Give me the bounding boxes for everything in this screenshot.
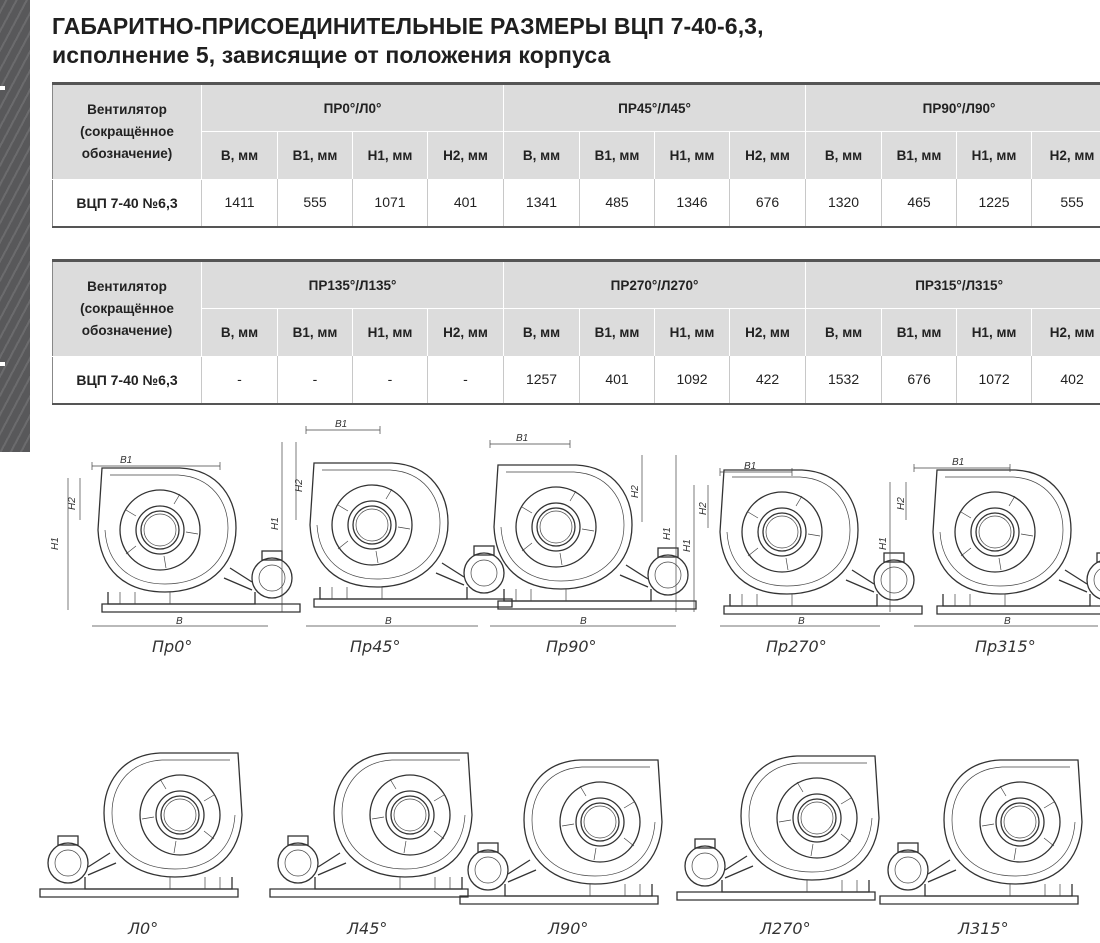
svg-text:H1: H1 bbox=[682, 539, 693, 552]
value-cell: 401 bbox=[428, 179, 504, 227]
value-cell: 1346 bbox=[655, 179, 730, 227]
fan-name-cell: ВЦП 7-40 №6,3 bbox=[53, 356, 202, 404]
column-header: H2, мм bbox=[1032, 309, 1100, 357]
value-cell: 1092 bbox=[655, 356, 730, 404]
svg-text:H1: H1 bbox=[662, 527, 673, 540]
svg-text:H1: H1 bbox=[270, 517, 281, 530]
diagram-caption: Л315° bbox=[958, 919, 1009, 938]
value-cell: 422 bbox=[730, 356, 806, 404]
value-cell: 1072 bbox=[957, 356, 1032, 404]
column-header: H2, мм bbox=[730, 309, 806, 357]
diagram-caption: Л270° bbox=[760, 919, 811, 938]
value-cell: 1257 bbox=[504, 356, 580, 404]
column-header: B, мм bbox=[806, 132, 882, 180]
diagram-l270 bbox=[677, 756, 879, 900]
column-header: B, мм bbox=[504, 309, 580, 357]
column-header: B1, мм bbox=[278, 132, 353, 180]
svg-text:B: B bbox=[385, 616, 392, 627]
fan-header: Вентилятор (сокращённое обозначение) bbox=[53, 261, 202, 357]
group-header: ПР315°/Л315° bbox=[806, 261, 1100, 309]
column-header: B1, мм bbox=[278, 309, 353, 357]
diagram-pr45 bbox=[270, 419, 512, 627]
fan-header: Вентилятор (сокращённое обозначение) bbox=[53, 84, 202, 180]
diagram-caption: Л45° bbox=[347, 919, 388, 938]
column-header: H2, мм bbox=[730, 132, 806, 180]
fan-name-cell: ВЦП 7-40 №6,3 bbox=[53, 179, 202, 227]
column-header: H1, мм bbox=[353, 309, 428, 357]
value-cell: 402 bbox=[1032, 356, 1100, 404]
value-cell: 1532 bbox=[806, 356, 882, 404]
diagram-pr315 bbox=[878, 457, 1100, 627]
column-header: B1, мм bbox=[580, 132, 655, 180]
value-cell: 676 bbox=[730, 179, 806, 227]
column-header: H1, мм bbox=[957, 132, 1032, 180]
diagram-caption: Л90° bbox=[548, 919, 589, 938]
column-header: B1, мм bbox=[882, 132, 957, 180]
column-header: B, мм bbox=[202, 132, 278, 180]
column-header: H2, мм bbox=[1032, 132, 1100, 180]
group-header: ПР135°/Л135° bbox=[202, 261, 504, 309]
svg-text:B1: B1 bbox=[744, 461, 757, 472]
svg-text:H2: H2 bbox=[67, 497, 78, 510]
svg-text:H2: H2 bbox=[630, 485, 641, 498]
column-header: B1, мм bbox=[882, 309, 957, 357]
svg-text:B: B bbox=[1004, 616, 1011, 627]
diagram-l90 bbox=[460, 760, 662, 904]
diagram-l0 bbox=[40, 753, 242, 897]
column-header: H2, мм bbox=[428, 309, 504, 357]
value-cell: 555 bbox=[278, 179, 353, 227]
diagram-caption: Л0° bbox=[128, 919, 159, 938]
group-header: ПР45°/Л45° bbox=[504, 84, 806, 132]
value-cell: - bbox=[428, 356, 504, 404]
diagram-pr0 bbox=[50, 455, 300, 627]
diagram-pr90 bbox=[490, 433, 696, 627]
diagram-caption: Пр45° bbox=[350, 637, 401, 656]
title-line-1: ГАБАРИТНО-ПРИСОЕДИНИТЕЛЬНЫЕ РАЗМЕРЫ ВЦП 7-40-6,3, bbox=[52, 13, 764, 39]
column-header: H1, мм bbox=[655, 309, 730, 357]
group-header: ПР270°/Л270° bbox=[504, 261, 806, 309]
group-header: ПР0°/Л0° bbox=[202, 84, 504, 132]
svg-text:B1: B1 bbox=[952, 457, 965, 468]
value-cell: 1341 bbox=[504, 179, 580, 227]
diagram-caption: Пр315° bbox=[975, 637, 1036, 656]
column-header: B, мм bbox=[202, 309, 278, 357]
value-cell: 676 bbox=[882, 356, 957, 404]
value-cell: 1225 bbox=[957, 179, 1032, 227]
diagram-l315 bbox=[880, 760, 1082, 904]
diagram-caption: Пр90° bbox=[546, 637, 597, 656]
value-cell: 555 bbox=[1032, 179, 1100, 227]
value-cell: 1320 bbox=[806, 179, 882, 227]
group-header: ПР90°/Л90° bbox=[806, 84, 1100, 132]
value-cell: - bbox=[353, 356, 428, 404]
value-cell: 1411 bbox=[202, 179, 278, 227]
svg-text:H2: H2 bbox=[698, 502, 709, 515]
svg-text:H1: H1 bbox=[50, 537, 61, 550]
svg-text:B1: B1 bbox=[335, 419, 348, 430]
svg-text:B: B bbox=[176, 616, 183, 627]
column-header: H1, мм bbox=[957, 309, 1032, 357]
value-cell: 1071 bbox=[353, 179, 428, 227]
svg-text:H2: H2 bbox=[896, 497, 907, 510]
column-header: B, мм bbox=[504, 132, 580, 180]
diagram-caption: Пр270° bbox=[766, 637, 827, 656]
title-line-2: исполнение 5, зависящие от положения корпуса bbox=[52, 42, 611, 68]
column-header: H2, мм bbox=[428, 132, 504, 180]
svg-text:H2: H2 bbox=[294, 479, 305, 492]
svg-text:B1: B1 bbox=[516, 433, 529, 444]
value-cell: 401 bbox=[580, 356, 655, 404]
diagram-l45 bbox=[270, 753, 472, 897]
column-header: H1, мм bbox=[655, 132, 730, 180]
value-cell: - bbox=[278, 356, 353, 404]
column-header: B1, мм bbox=[580, 309, 655, 357]
column-header: B, мм bbox=[806, 309, 882, 357]
svg-text:B1: B1 bbox=[120, 455, 133, 466]
svg-text:B: B bbox=[580, 616, 587, 627]
value-cell: - bbox=[202, 356, 278, 404]
svg-text:B: B bbox=[798, 616, 805, 627]
value-cell: 485 bbox=[580, 179, 655, 227]
value-cell: 465 bbox=[882, 179, 957, 227]
column-header: H1, мм bbox=[353, 132, 428, 180]
diagram-caption: Пр0° bbox=[152, 637, 193, 656]
svg-text:H1: H1 bbox=[878, 537, 889, 550]
